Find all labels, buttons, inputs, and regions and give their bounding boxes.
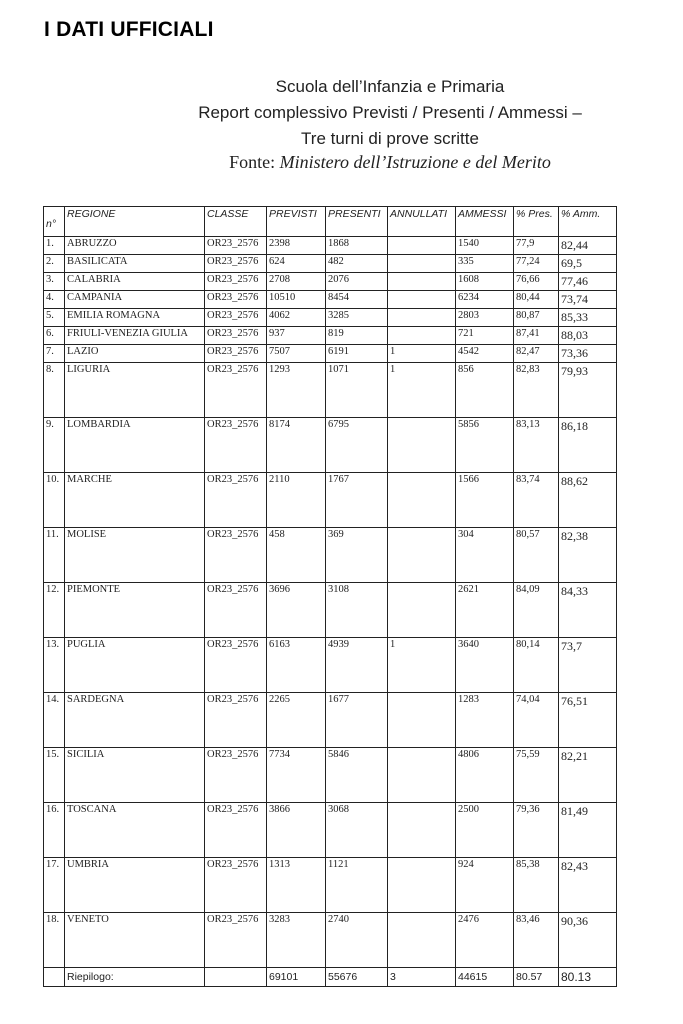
cell-ammessi: 2476 [456,913,514,968]
cell-classe: OR23_2576 [205,748,267,803]
summary-pct-pres: 80.57 [514,968,559,987]
cell-no: 2. [44,255,65,273]
cell-classe: OR23_2576 [205,327,267,345]
cell-annullati [388,748,456,803]
cell-no: 5. [44,309,65,327]
cell-no: 16. [44,803,65,858]
table-row [44,345,617,363]
cell-regione: MARCHE [65,473,205,528]
cell-pct-pres: 76,66 [514,273,559,291]
cell-previsti: 2398 [267,237,326,255]
cell-presenti: 6191 [326,345,388,363]
cell-no: 17. [44,858,65,913]
cell-previsti: 3283 [267,913,326,968]
cell-presenti: 1071 [326,363,388,418]
cell-pct-amm: 73,7 [559,638,617,693]
table-row [44,291,617,309]
table-row [44,583,617,638]
cell-ammessi: 856 [456,363,514,418]
cell-pct-amm: 81,49 [559,803,617,858]
summary-no [44,968,65,987]
cell-pct-pres: 84,09 [514,583,559,638]
cell-no: 8. [44,363,65,418]
table-row [44,473,617,528]
cell-pct-pres: 77,24 [514,255,559,273]
report-subtitle-title: Report complessivo Previsti / Presenti / Ammessi – [198,103,582,122]
cell-previsti: 4062 [267,309,326,327]
cell-regione: FRIULI-VENEZIA GIULIA [65,327,205,345]
cell-classe: OR23_2576 [205,583,267,638]
summary-row [44,968,617,987]
cell-pct-amm: 82,43 [559,858,617,913]
cell-pct-pres: 80,87 [514,309,559,327]
cell-pct-pres: 83,46 [514,913,559,968]
cell-previsti: 8174 [267,418,326,473]
cell-classe: OR23_2576 [205,638,267,693]
table-row [44,638,617,693]
cell-presenti: 1121 [326,858,388,913]
cell-regione: CALABRIA [65,273,205,291]
cell-pct-amm: 82,38 [559,528,617,583]
cell-annullati: 1 [388,345,456,363]
cell-no: 12. [44,583,65,638]
cell-pct-amm: 69,5 [559,255,617,273]
cell-classe: OR23_2576 [205,273,267,291]
summary-presenti: 55676 [326,968,388,987]
table-row [44,237,617,255]
cell-ammessi: 5856 [456,418,514,473]
table-row [44,803,617,858]
summary-pct-amm: 80.13 [559,968,617,987]
cell-previsti: 937 [267,327,326,345]
cell-previsti: 624 [267,255,326,273]
cell-annullati [388,583,456,638]
cell-pct-pres: 83,13 [514,418,559,473]
cell-pct-pres: 75,59 [514,748,559,803]
cell-previsti: 458 [267,528,326,583]
cell-classe: OR23_2576 [205,803,267,858]
cell-no: 10. [44,473,65,528]
results-table [43,206,617,987]
cell-pct-pres: 80,44 [514,291,559,309]
cell-regione: PUGLIA [65,638,205,693]
cell-pct-pres: 74,04 [514,693,559,748]
cell-presenti: 2740 [326,913,388,968]
summary-label: Riepilogo: [65,968,205,987]
cell-ammessi: 1608 [456,273,514,291]
cell-pct-pres: 77,9 [514,237,559,255]
cell-pct-pres: 79,36 [514,803,559,858]
cell-no: 13. [44,638,65,693]
cell-annullati [388,255,456,273]
cell-previsti: 6163 [267,638,326,693]
report-subtitle-school: Scuola dell’Infanzia e Primaria [275,77,505,96]
cell-pct-amm: 84,33 [559,583,617,638]
cell-presenti: 1868 [326,237,388,255]
table-row [44,528,617,583]
table-row [44,363,617,418]
header-previsti: PREVISTI [267,207,326,237]
cell-ammessi: 3640 [456,638,514,693]
cell-ammessi: 1566 [456,473,514,528]
cell-pct-amm: 82,44 [559,237,617,255]
cell-previsti: 1293 [267,363,326,418]
header-ammessi: AMMESSI [456,207,514,237]
cell-pct-amm: 86,18 [559,418,617,473]
cell-pct-amm: 79,93 [559,363,617,418]
table-row [44,748,617,803]
cell-classe: OR23_2576 [205,363,267,418]
cell-presenti: 8454 [326,291,388,309]
cell-presenti: 3285 [326,309,388,327]
cell-ammessi: 335 [456,255,514,273]
cell-regione: LOMBARDIA [65,418,205,473]
cell-presenti: 819 [326,327,388,345]
cell-previsti: 2110 [267,473,326,528]
cell-pct-amm: 77,46 [559,273,617,291]
cell-classe: OR23_2576 [205,528,267,583]
cell-annullati [388,473,456,528]
cell-regione: PIEMONTE [65,583,205,638]
report-subtitle-rounds: Tre turni di prove scritte [301,129,479,148]
cell-no: 1. [44,237,65,255]
cell-annullati [388,418,456,473]
cell-previsti: 1313 [267,858,326,913]
cell-regione: UMBRIA [65,858,205,913]
cell-no: 4. [44,291,65,309]
cell-annullati [388,327,456,345]
table-row [44,273,617,291]
header-pct-pres: % Pres. [514,207,559,237]
cell-regione: TOSCANA [65,803,205,858]
cell-annullati [388,291,456,309]
cell-pct-amm: 88,03 [559,327,617,345]
cell-annullati [388,803,456,858]
cell-annullati [388,693,456,748]
cell-no: 3. [44,273,65,291]
cell-classe: OR23_2576 [205,237,267,255]
cell-regione: ABRUZZO [65,237,205,255]
cell-regione: MOLISE [65,528,205,583]
header-classe: CLASSE [205,207,267,237]
cell-ammessi: 2500 [456,803,514,858]
cell-regione: SARDEGNA [65,693,205,748]
cell-no: 6. [44,327,65,345]
cell-no: 11. [44,528,65,583]
cell-ammessi: 4542 [456,345,514,363]
header-annullati: ANNULLATI [388,207,456,237]
cell-pct-amm: 85,33 [559,309,617,327]
cell-classe: OR23_2576 [205,473,267,528]
table-row [44,255,617,273]
header-no: n° [44,207,65,237]
cell-classe: OR23_2576 [205,309,267,327]
cell-no: 15. [44,748,65,803]
cell-pct-pres: 82,83 [514,363,559,418]
cell-annullati [388,913,456,968]
table-row [44,327,617,345]
cell-no: 14. [44,693,65,748]
cell-presenti: 1677 [326,693,388,748]
cell-previsti: 7734 [267,748,326,803]
cell-regione: EMILIA ROMAGNA [65,309,205,327]
header-pct-amm: % Amm. [559,207,617,237]
cell-ammessi: 2621 [456,583,514,638]
cell-pct-pres: 82,47 [514,345,559,363]
cell-ammessi: 721 [456,327,514,345]
cell-annullati [388,273,456,291]
cell-ammessi: 1283 [456,693,514,748]
cell-annullati [388,528,456,583]
cell-pct-amm: 88,62 [559,473,617,528]
cell-presenti: 2076 [326,273,388,291]
summary-ammessi: 44615 [456,968,514,987]
cell-ammessi: 2803 [456,309,514,327]
cell-annullati [388,237,456,255]
table-header-row [44,207,617,237]
page-heading: I DATI UFFICIALI [44,18,214,41]
cell-previsti: 2265 [267,693,326,748]
cell-ammessi: 1540 [456,237,514,255]
cell-presenti: 369 [326,528,388,583]
table-row [44,858,617,913]
cell-regione: LAZIO [65,345,205,363]
cell-regione: BASILICATA [65,255,205,273]
cell-ammessi: 4806 [456,748,514,803]
cell-classe: OR23_2576 [205,858,267,913]
summary-classe [205,968,267,987]
cell-pct-amm: 82,21 [559,748,617,803]
summary-previsti: 69101 [267,968,326,987]
cell-classe: OR23_2576 [205,255,267,273]
cell-pct-amm: 76,51 [559,693,617,748]
cell-classe: OR23_2576 [205,418,267,473]
cell-presenti: 4939 [326,638,388,693]
cell-previsti: 7507 [267,345,326,363]
cell-pct-pres: 80,57 [514,528,559,583]
cell-no: 18. [44,913,65,968]
cell-pct-amm: 90,36 [559,913,617,968]
cell-presenti: 482 [326,255,388,273]
cell-no: 9. [44,418,65,473]
cell-ammessi: 6234 [456,291,514,309]
header-presenti: PRESENTI [326,207,388,237]
cell-classe: OR23_2576 [205,693,267,748]
source-label: Fonte: [229,152,276,172]
cell-presenti: 6795 [326,418,388,473]
cell-annullati: 1 [388,638,456,693]
cell-previsti: 3696 [267,583,326,638]
cell-annullati [388,858,456,913]
cell-pct-pres: 80,14 [514,638,559,693]
cell-regione: CAMPANIA [65,291,205,309]
cell-presenti: 5846 [326,748,388,803]
table-row [44,913,617,968]
table-row [44,418,617,473]
cell-presenti: 3108 [326,583,388,638]
cell-previsti: 2708 [267,273,326,291]
cell-no: 7. [44,345,65,363]
cell-previsti: 3866 [267,803,326,858]
cell-annullati [388,309,456,327]
cell-regione: LIGURIA [65,363,205,418]
table-row [44,309,617,327]
cell-presenti: 1767 [326,473,388,528]
table-row [44,693,617,748]
cell-annullati: 1 [388,363,456,418]
cell-regione: VENETO [65,913,205,968]
cell-presenti: 3068 [326,803,388,858]
cell-pct-pres: 87,41 [514,327,559,345]
cell-pct-pres: 83,74 [514,473,559,528]
cell-ammessi: 924 [456,858,514,913]
report-source [110,152,670,173]
cell-pct-amm: 73,74 [559,291,617,309]
cell-pct-amm: 73,36 [559,345,617,363]
summary-annullati: 3 [388,968,456,987]
cell-classe: OR23_2576 [205,291,267,309]
cell-pct-pres: 85,38 [514,858,559,913]
header-regione: REGIONE [65,207,205,237]
cell-classe: OR23_2576 [205,345,267,363]
cell-regione: SICILIA [65,748,205,803]
cell-classe: OR23_2576 [205,913,267,968]
source-name: Ministero dell’Istruzione e del Merito [279,152,551,172]
cell-previsti: 10510 [267,291,326,309]
cell-ammessi: 304 [456,528,514,583]
